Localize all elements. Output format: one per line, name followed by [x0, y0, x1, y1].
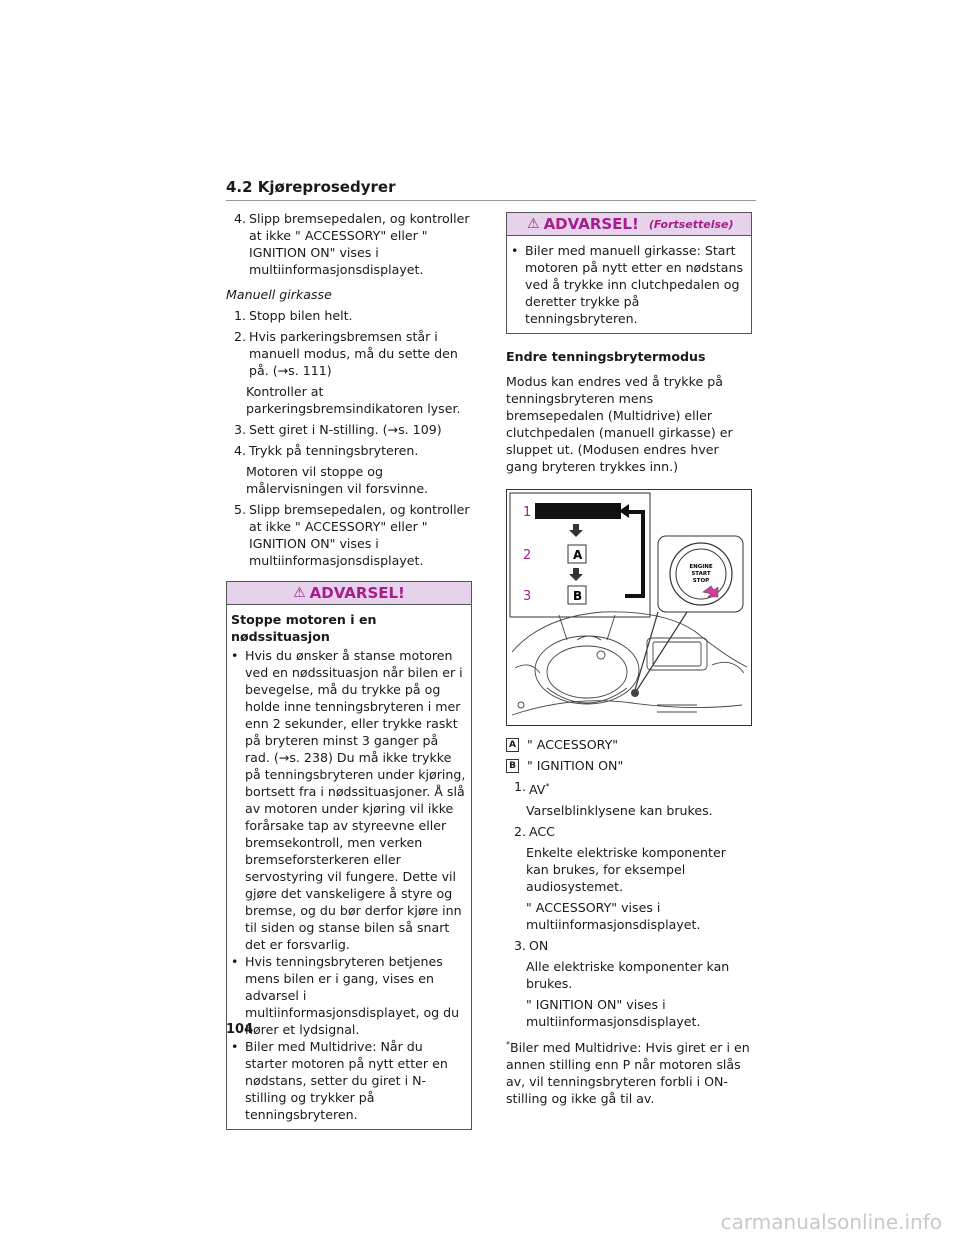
step-num-2: 2: [523, 548, 532, 563]
step-text: Hvis parkeringsbremsen står i manuell modus, må du sette den på. (→s. 111): [249, 329, 458, 378]
ignition-figure: [506, 489, 752, 726]
ignition-diagram: [507, 490, 751, 725]
mode-label: [529, 778, 752, 798]
warning-header: [507, 213, 751, 236]
step-number: 4.: [233, 443, 246, 458]
warning-title: ADVARSEL!: [543, 214, 639, 233]
bullet-dot: •: [231, 954, 239, 969]
step-text: Stopp bilen helt.: [249, 308, 353, 323]
warning-icon: ⚠: [293, 584, 306, 601]
footnote: [506, 1036, 752, 1107]
mode-desc: Alle elektriske komponenter kan brukes.: [526, 959, 730, 992]
step-item: [226, 307, 472, 324]
warning-title: ADVARSEL!: [309, 583, 405, 602]
warning-box-continued: [506, 212, 752, 334]
step-number: 1.: [233, 308, 246, 323]
mode-desc: Enkelte elektriske komponenter kan brukes, for eksempel audiosystemet.: [526, 845, 726, 895]
off-display-bar: [535, 503, 621, 519]
bullet-text: Hvis du ønsker å stanse motoren ved en nødssituasjon når bilen er i bevegelse, må du trykke på og holde inne tenningsbryteren i mer enn 2 sekunder, eller trykke raskt på bryteren minst 3 ganger på rad. (→s. 238) Du må ikke trykke på tenningsbryteren under kjøring, bortsett fra i nødssituasjoner. Å slå av motoren under kjøring vil ikke forårsake tap av styreevne eller bremsekontroll, men verken bremseforsterkeren eller servostyring vil fungere. Dette vil gjøre det vanskeligere å styre og bremse, og du bør derfor kjøre inn til siden og stanse bilen så snart det er forsvarlig.: [245, 648, 466, 952]
step-item: [226, 501, 472, 569]
right-column: [506, 212, 752, 1107]
legend-text: " ACCESSORY": [527, 737, 619, 752]
button-text-1: ENGINE: [689, 564, 713, 570]
footnote-mark: *: [506, 1040, 510, 1050]
button-text-3: STOP: [692, 578, 710, 584]
manual-gearbox-heading: Manuell girkasse: [226, 287, 332, 302]
mode-label-text: AV: [529, 782, 546, 798]
step-item: [226, 442, 472, 459]
mode-letter-b: B: [573, 589, 583, 603]
step-text: Slipp bremsepedalen, og kontroller at ikke " ACCESSORY" eller " IGNITION ON" vises i multiinformasjonsdisplayet.: [249, 211, 470, 277]
step-text: Sett giret i N-stilling. (→s. 109): [249, 422, 442, 437]
step-item: [226, 210, 472, 278]
warning-bullet: [231, 647, 467, 953]
mode-item: [506, 937, 752, 954]
bullet-dot: •: [231, 648, 239, 663]
legend-item-a: [506, 736, 752, 753]
mode-number: 3.: [513, 938, 526, 954]
leader-line: [637, 612, 687, 690]
step-num-1: 1: [523, 505, 532, 520]
warning-box: [226, 581, 472, 1130]
dashboard-illustration: [512, 612, 747, 715]
legend-letter: A: [506, 738, 519, 752]
bullet-text: Biler med Multidrive: Når du starter motoren på nytt etter en nødstans, setter du giret i N-stilling og trykker på tenningsbryteren.: [245, 1039, 448, 1122]
step-number: 4.: [233, 211, 246, 226]
step-num-3: 3: [523, 589, 532, 604]
mode-desc: Varselblinklysene kan brukes.: [526, 803, 713, 819]
legend-item-b: [506, 757, 752, 774]
footnote-marker: *: [545, 782, 550, 791]
mode-desc: " ACCESSORY" vises i multiinformasjonsdisplayet.: [526, 900, 701, 933]
warning-header: [227, 582, 471, 605]
mode-number: 2.: [513, 824, 526, 840]
warning-icon: ⚠: [527, 215, 540, 232]
step-note: Kontroller at parkeringsbremsindikatoren lyser.: [246, 384, 461, 416]
mode-label: ON: [529, 938, 549, 954]
warning-bullet: [511, 242, 747, 327]
bullet-dot: •: [231, 1039, 239, 1054]
bullet-text: Biler med manuell girkasse: Start motoren på nytt etter en nødstans ved å trykke inn clutchpedalen og deretter trykke på tenningsbryteren.: [525, 243, 744, 326]
step-item: [226, 421, 472, 438]
step-number: 5.: [233, 502, 246, 517]
ignition-switch-location: [631, 689, 639, 697]
mode-desc: " IGNITION ON" vises i multiinformasjonsdisplayet.: [526, 997, 701, 1030]
warning-body: [227, 605, 471, 1129]
step-number: 3.: [233, 422, 246, 437]
bullet-dot: •: [511, 243, 519, 258]
warning-bullet: [231, 1038, 467, 1123]
mode-intro: Modus kan endres ved å trykke på tenningsbryteren mens bremsepedalen (Multidrive) eller clutchpedalen (manuell girkasse) er sluppet ut. (Modusen endres hver gang bryteren trykkes inn.): [506, 374, 733, 474]
mode-letter-a: A: [573, 548, 583, 562]
mode-item: [506, 778, 752, 798]
mode-heading: Endre tenningsbrytermodus: [506, 349, 706, 364]
mode-label: ACC: [529, 824, 555, 840]
legend-text: " IGNITION ON": [527, 758, 624, 773]
warning-body: [507, 236, 751, 333]
step-text: Slipp bremsepedalen, og kontroller at ikke " ACCESSORY" eller " IGNITION ON" vises i multiinformasjonsdisplayet.: [249, 502, 470, 568]
page-number: 104: [226, 1022, 254, 1037]
section-title: 4.2 Kjøreprosedyrer: [226, 178, 756, 201]
warning-subtitle: Stoppe motoren i en nødssituasjon: [231, 612, 377, 644]
watermark: carmanualsonline.info: [720, 1210, 942, 1234]
footnote-text: Biler med Multidrive: Hvis giret er i en annen stilling enn P når motoren slås av, vil tenningsbryteren forbli i ON-stilling og ikke gå til av.: [506, 1040, 750, 1107]
button-text-2: START: [691, 571, 711, 577]
bullet-text: Hvis tenningsbryteren betjenes mens bilen er i gang, vises en advarsel i multiinformasjonsdisplayet, og du hører et lydsignal.: [245, 954, 460, 1037]
step-note: Motoren vil stoppe og målervisningen vil forsvinne.: [246, 464, 429, 496]
warning-continued-label: (Fortsettelse): [648, 217, 734, 231]
step-item: [226, 328, 472, 379]
left-column: [226, 210, 472, 1130]
leader-line: [635, 612, 658, 690]
step-number: 2.: [233, 329, 246, 344]
step-text: Trykk på tenningsbryteren.: [249, 443, 419, 458]
warning-bullet: [231, 953, 467, 1038]
mode-number: 1.: [513, 779, 526, 794]
mode-item: [506, 823, 752, 840]
legend-letter: B: [506, 759, 519, 773]
